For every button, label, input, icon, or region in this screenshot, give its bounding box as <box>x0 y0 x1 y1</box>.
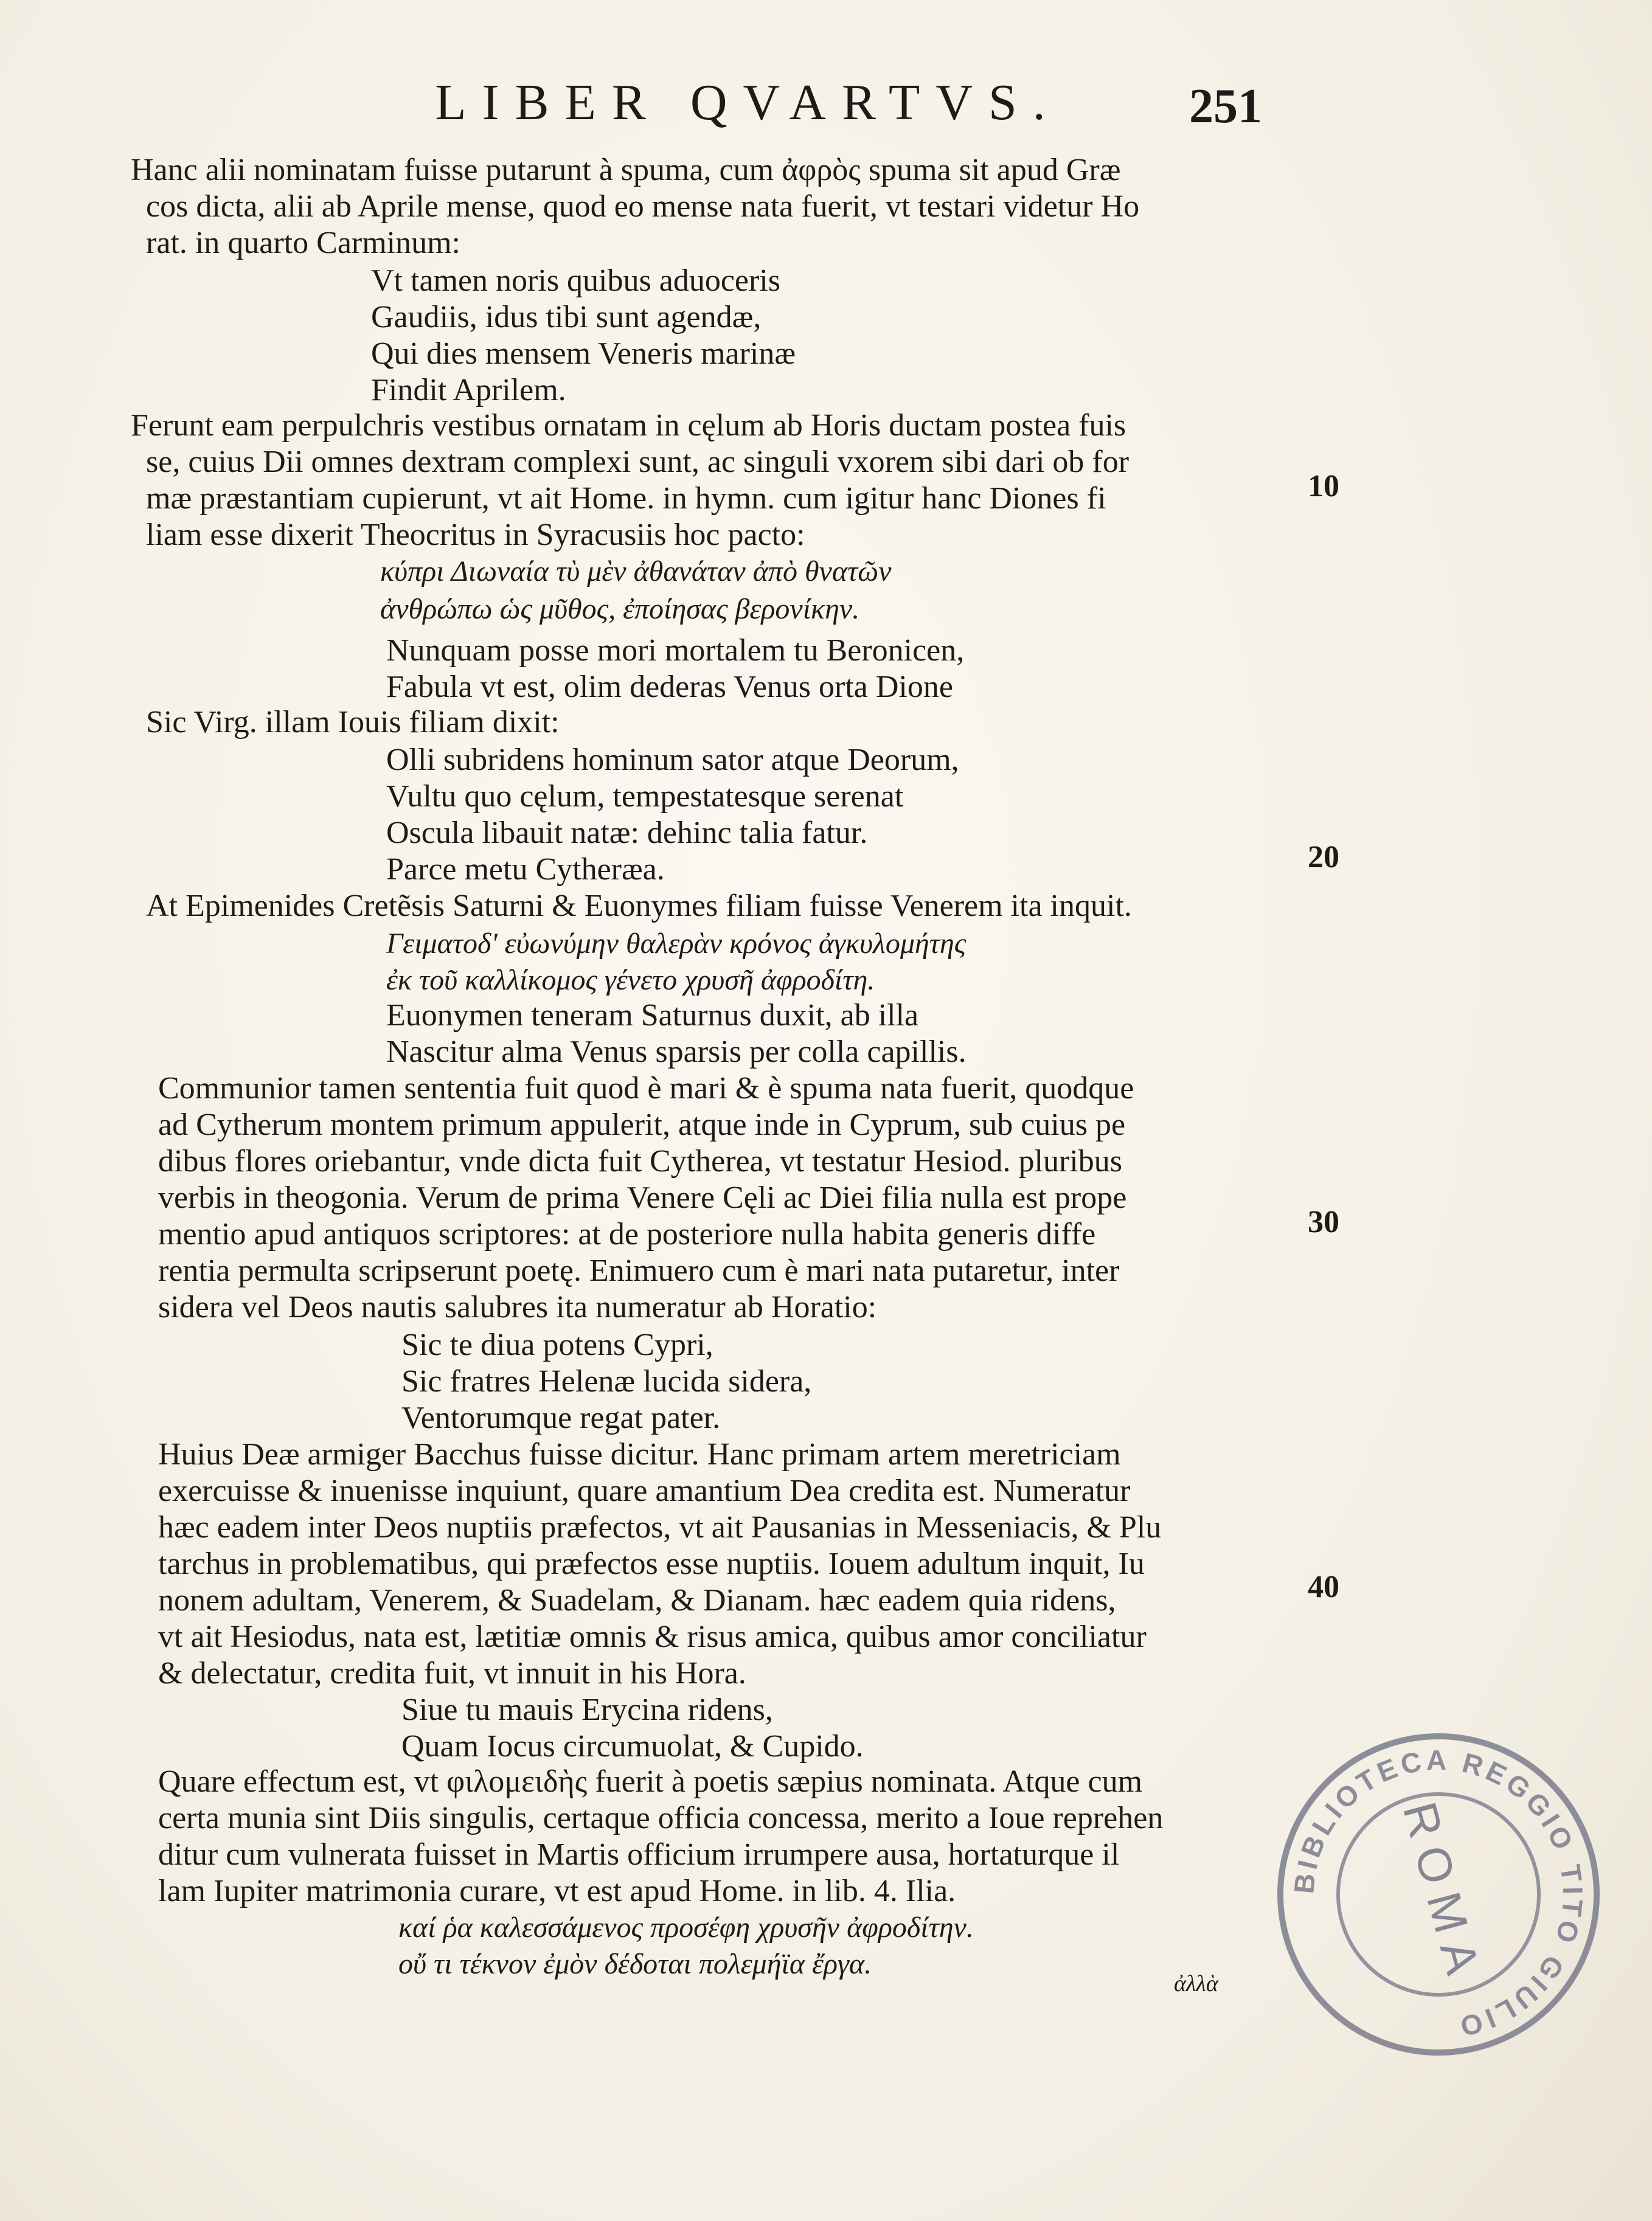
text-line: dibus flores oriebantur, vnde dicta fuit Cytherea, vt testatur Hesiod. pluribus <box>158 1144 1122 1179</box>
text-line: liam esse dixerit Theocritus in Syracusiis hoc pacto: <box>146 518 805 552</box>
greek-verse-line: ἀνθρώπω ὡς μῦθος, ἐποίησας βερονίκην. <box>380 593 860 625</box>
text-line: ditur cum vulnerata fuisset in Martis officium irrumpere ausa, hortaturque il <box>158 1837 1120 1872</box>
verse-line: Fabula vt est, olim dederas Venus orta Dione <box>386 670 953 704</box>
text-line: At Epimenides Cretẽsis Saturni & Euonymes filiam fuisse Venerem ita inquit. <box>146 889 1132 923</box>
verse-line: Gaudiis, idus tibi sunt agendæ, <box>371 300 762 334</box>
catchword: ἀλλὰ <box>1174 1971 1218 1997</box>
text-line: nonem adultam, Venerem, & Suadelam, & Dianam. hæc eadem quia ridens, <box>158 1583 1116 1618</box>
text-line: mentio apud antiquos scriptores: at de posteriore nulla habita generis diffe <box>158 1217 1096 1252</box>
text-line: sidera vel Deos nautis salubres ita numeratur ab Horatio: <box>158 1290 877 1325</box>
verse-line: Oscula libauit natæ: dehinc talia fatur. <box>386 816 868 850</box>
text-line: cos dicta, alii ab Aprile mense, quod eo mense nata fuerit, vt testari videtur Ho <box>146 189 1140 224</box>
text-line: rentia permulta scripserunt poetę. Enimuero cum è mari nata putaretur, inter <box>158 1253 1120 1288</box>
verse-line: Vultu quo cęlum, tempestatesque serenat <box>386 779 904 814</box>
verse-line: Nascitur alma Venus sparsis per colla capillis. <box>386 1034 967 1069</box>
text-line: exercuisse & inuenisse inquiunt, quare amantium Dea credita est. Numeratur <box>158 1474 1131 1508</box>
text-line: vt ait Hesiodus, nata est, lætitiæ omnis & risus amica, quibus amor conciliatur <box>158 1620 1147 1654</box>
verse-line: Sic te diua potens Cypri, <box>401 1328 713 1362</box>
line-number-marker: 20 <box>1308 840 1339 875</box>
text-line: se, cuius Dii omnes dextram complexi sunt, ac singuli vxorem sibi dari ob for <box>146 445 1130 479</box>
greek-verse-line: κύπρι Διωναία τὺ μὲν ἀθανάταν ἀπὸ θνατῶν <box>380 555 892 587</box>
line-number-marker: 30 <box>1308 1205 1339 1239</box>
greek-verse-line: Γειματοδ' εὐωνύμην θαλερὰν κρόνος ἀγκυλομήτης <box>386 927 967 960</box>
text-line: rat. in quarto Carminum: <box>146 226 461 260</box>
text-line: lam Iupiter matrimonia curare, vt est apud Home. in lib. 4. Ilia. <box>158 1874 956 1908</box>
greek-verse-line: ἐκ τοῦ καλλίκομος γένετο χρυσῆ ἀφροδίτη. <box>386 964 875 996</box>
greek-verse-line: οὔ τι τέκνον ἐμὸν δέδοται πολεμήϊα ἔργα. <box>398 1948 872 1980</box>
text-line: certa munia sint Diis singulis, certaque officia concessa, merito a Ioue reprehen <box>158 1801 1164 1835</box>
text-line: verbis in theogonia. Verum de prima Venere Cęli ac Diei filia nulla est prope <box>158 1180 1127 1215</box>
line-number-marker: 40 <box>1308 1570 1339 1604</box>
stamp-ring-text: BIBLIOTECA REGGIO TITO GIULIO <box>1288 1744 1589 2044</box>
text-line: Ferunt eam perpulchris vestibus ornatam in cęlum ab Horis ductam postea fuis <box>131 408 1126 443</box>
stamp-center-text: ROMA <box>1392 1797 1493 1991</box>
verse-line: Qui dies mensem Veneris marinæ <box>371 336 796 371</box>
verse-line: Ventorumque regat pater. <box>401 1401 721 1435</box>
text-line: Sic Virg. illam Iouis filiam dixit: <box>146 705 560 740</box>
text-line: ad Cytherum montem primum appulerit, atque inde in Cyprum, sub cuius pe <box>158 1107 1126 1142</box>
verse-line: Parce metu Cytheræa. <box>386 852 665 887</box>
verse-line: Sic fratres Helenæ lucida sidera, <box>401 1364 812 1399</box>
verse-line: Findit Aprilem. <box>371 373 566 407</box>
text-line: hæc eadem inter Deos nuptiis præfectos, vt ait Pausanias in Messeniacis, & Plu <box>158 1510 1162 1545</box>
library-stamp <box>1268 1724 1609 2065</box>
text-line: Communior tamen sententia fuit quod è mari & è spuma nata fuerit, quodque <box>158 1071 1134 1106</box>
line-number-marker: 10 <box>1308 469 1339 504</box>
verse-line: Vt tamen noris quibus aduoceris <box>371 263 780 298</box>
page-number: 251 <box>1189 80 1262 133</box>
verse-line: Siue tu mauis Erycina ridens, <box>401 1693 773 1727</box>
verse-line: Quam Iocus circumuolat, & Cupido. <box>401 1729 864 1764</box>
text-line: Huius Deæ armiger Bacchus fuisse dicitur. Hanc primam artem meretriciam <box>158 1437 1121 1472</box>
greek-verse-line: καί ῥα καλεσσάμενος προσέφη χρυσῆν ἀφροδίτην. <box>398 1911 974 1944</box>
verse-line: Euonymen teneram Saturnus duxit, ab illa <box>386 998 919 1033</box>
verse-line: Olli subridens hominum sator atque Deorum, <box>386 743 959 777</box>
text-line: Quare effectum est, vt φιλομειδὴς fuerit à poetis sæpius nominata. Atque cum <box>158 1764 1143 1799</box>
verse-line: Nunquam posse mori mortalem tu Beronicen, <box>386 633 965 668</box>
running-title: LIBER QVARTVS. <box>435 74 1061 131</box>
text-line: tarchus in problematibus, qui præfectos esse nuptiis. Iouem adultum inquit, Iu <box>158 1547 1145 1581</box>
text-line: & delectatur, credita fuit, vt innuit in his Hora. <box>158 1656 746 1691</box>
text-line: Hanc alii nominatam fuisse putarunt à spuma, cum ἀφρὸς spuma sit apud Græ <box>131 153 1121 187</box>
text-line: mæ præstantiam cupierunt, vt ait Home. in hymn. cum igitur hanc Diones fi <box>146 481 1106 516</box>
